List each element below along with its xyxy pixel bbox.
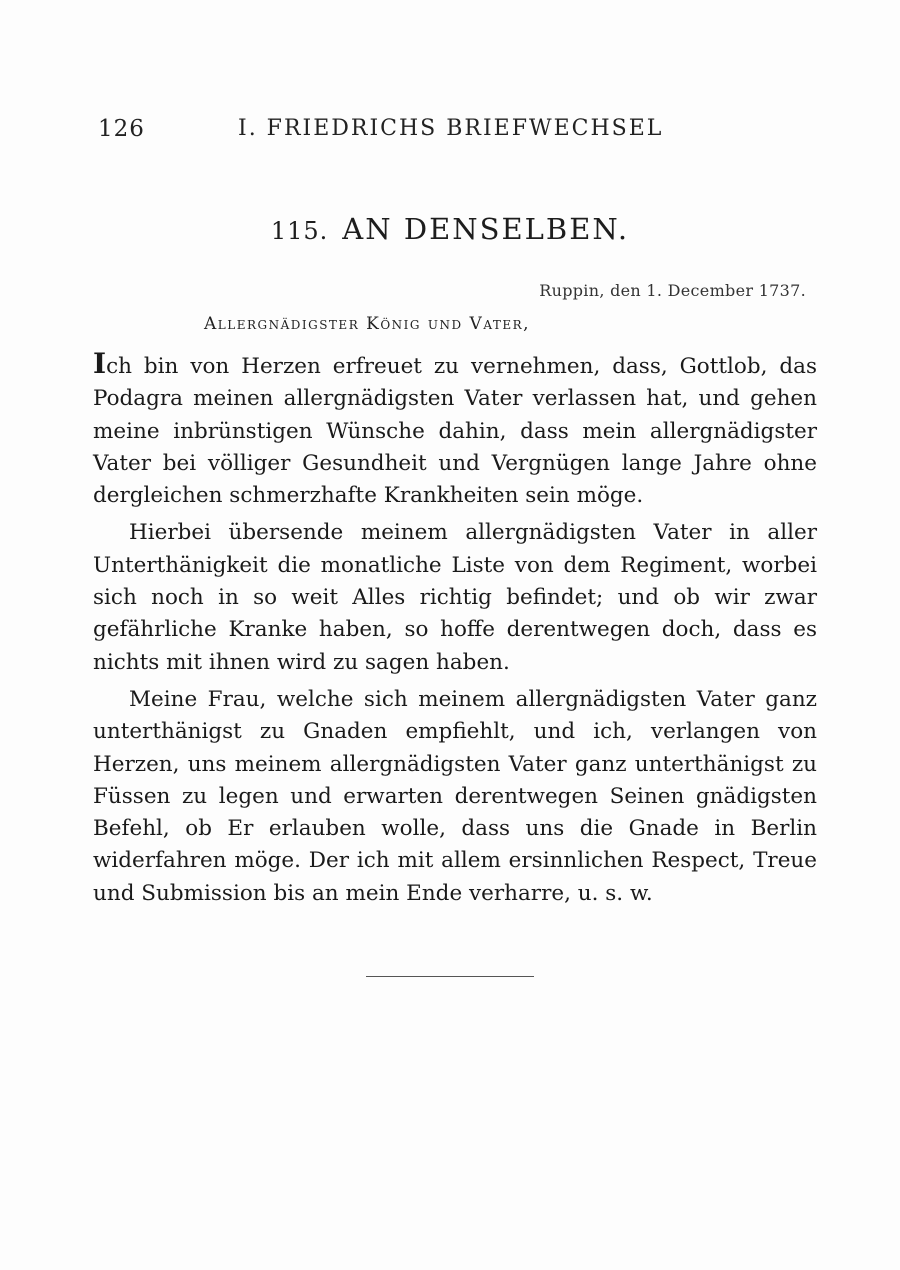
running-title: I. FRIEDRICHS BRIEFWECHSEL	[238, 116, 664, 141]
initial-letter: I	[93, 347, 107, 380]
running-head	[98, 116, 688, 150]
page-number: 126	[98, 116, 145, 142]
letter-heading	[0, 212, 900, 246]
end-rule	[366, 976, 534, 977]
letter-body	[93, 347, 817, 915]
letter-number: 115.	[270, 217, 329, 245]
salutation: Allergnädigster König und Vater,	[204, 314, 531, 334]
letter-title: AN DENSELBEN.	[342, 212, 630, 246]
paragraph-1-text: ch bin von Herzen erfreuet zu vernehmen, dass, Gottlob, das Podagra meinen allergnädigsten Vater verlassen hat, und gehen meine inbrünstigen Wünsche dahin, dass mein allergnädigster Vater bei völliger Gesundheit und Vergnügen lange Jahre ohne dergleichen schmerzhafte Krankheiten sein möge.	[93, 354, 817, 509]
dateline: Ruppin, den 1. December 1737.	[539, 281, 806, 300]
paragraph-3: Meine Frau, welche sich meinem allergnädigsten Vater ganz unterthänigst zu Gnaden empfiehlt, und ich, verlangen von Herzen, uns meinem allergnädigsten Vater ganz unterthänigst zu Füssen zu legen und erwarten derentwegen Seinen gnädigsten Befehl, ob Er erlauben wolle, dass uns die Gnade in Berlin widerfahren möge. Der ich mit allem ersinnlichen Respect, Treue und Submission bis an mein Ende verharre, u. s. w.	[93, 686, 817, 906]
paragraph-2: Hierbei übersende meinem allergnädigsten Vater in aller Unterthänigkeit die monatliche Liste von dem Regiment, worbei sich noch in so weit Alles richtig befindet; und ob wir zwar gefährliche Kranke haben, so hoffe derentwegen doch, dass es nichts mit ihnen wird zu sagen haben.	[93, 520, 817, 675]
paragraph-1	[93, 347, 817, 512]
